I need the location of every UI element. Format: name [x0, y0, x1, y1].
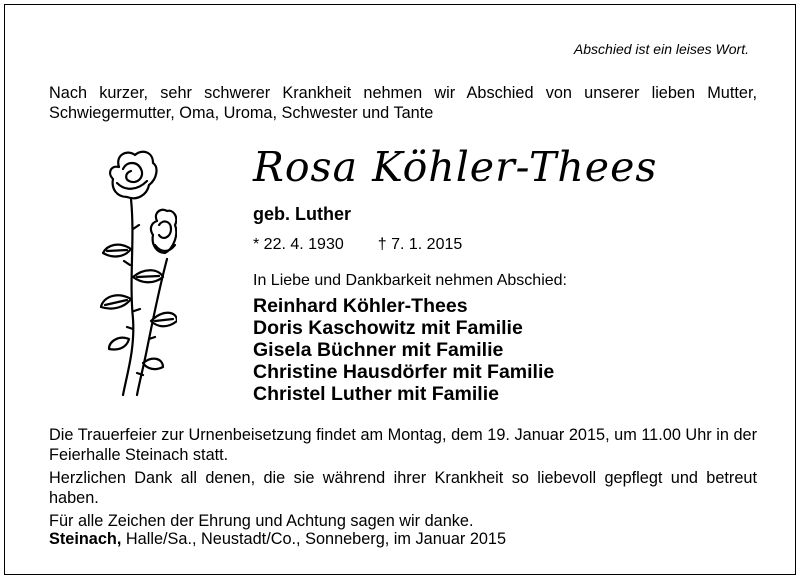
mourners-list: [253, 295, 554, 405]
funeral-info: Die Trauerfeier zur Urnenbeisetzung findet am Montag, dem 19. Januar 2015, um 11.00 Uhr in der Feierhalle Steinach statt.: [49, 426, 757, 464]
mourner: Gisela Büchner mit Familie: [253, 339, 504, 361]
mourner: Christine Hausdörfer mit Familie: [253, 361, 555, 383]
death-date: † 7. 1. 2015: [377, 236, 463, 253]
birth-date: * 22. 4. 1930: [253, 236, 344, 253]
mourner: Reinhard Köhler-Thees: [253, 295, 468, 317]
funeral-section: [49, 425, 757, 534]
location-rest: Halle/Sa., Neustadt/Co., Sonneberg, im Januar 2015: [121, 530, 507, 548]
location-line: [49, 530, 506, 549]
obituary-notice: [4, 4, 796, 575]
life-dates: [253, 236, 462, 254]
motto: Abschied ist ein leises Wort.: [573, 41, 749, 57]
intro-text: Nach kurzer, sehr schwerer Krankheit nehmen wir Abschied von unserer lieben Mutter, Schwiegermutter, Oma, Uroma, Schwester und Tante: [49, 84, 757, 122]
mourner: Doris Kaschowitz mit Familie: [253, 317, 523, 339]
mourner: Christel Luther mit Familie: [253, 383, 499, 405]
thanks-care: Herzlichen Dank all denen, die sie während ihrer Krankheit so liebevoll gepflegt und betreut haben.: [49, 469, 757, 507]
rose-icon: [97, 149, 177, 397]
maiden-name: geb. Luther: [253, 204, 351, 224]
mourners-intro: In Liebe und Dankbarkeit nehmen Abschied:: [253, 272, 567, 289]
deceased-name: Rosa Köhler-Thees: [253, 143, 658, 191]
thanks-sympathy: Für alle Zeichen der Ehrung und Achtung sagen wir danke.: [49, 512, 474, 530]
location-bold: Steinach,: [49, 530, 122, 548]
